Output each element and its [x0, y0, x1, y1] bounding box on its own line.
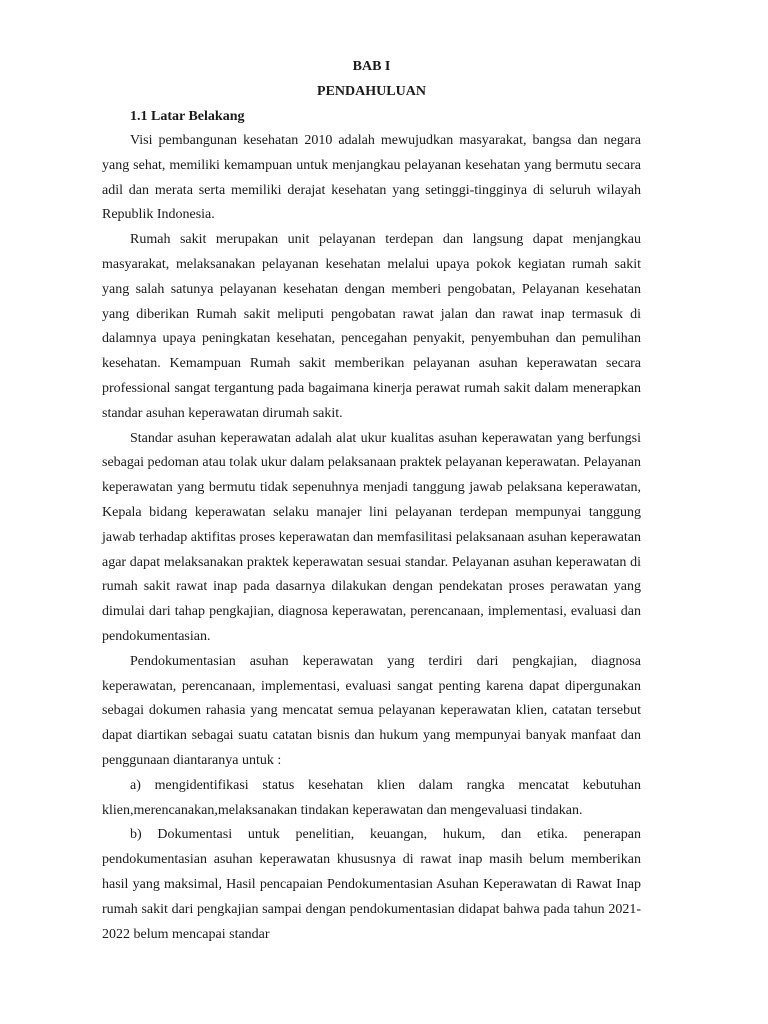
paragraph-vision: Visi pembangunan kesehatan 2010 adalah mewujudkan masyarakat, bangsa dan negara yang sehat, memiliki kemampuan untuk menjangkau pelayanan kesehatan yang bermutu secara adil dan merata serta memiliki derajat kesehatan yang setinggi-tingginya di seluruh wilayah Republik Indonesia. — [102, 133, 641, 223]
list-item-a: a) mengidentifikasi status kesehatan klien dalam rangka mencatat kebutuhan klien,merencanakan,melaksanakan tindakan keperawatan dan mengevaluasi tindakan. — [102, 777, 641, 818]
paragraph-hospital: Rumah sakit merupakan unit pelayanan terdepan dan langsung dapat menjangkau masyarakat, melaksanakan pelayanan kesehatan melalui upaya pokok kegiatan rumah sakit yang salah satunya pelayanan kesehatan dengan memberi pengobatan, Pelayanan kesehatan yang diberikan Rumah sakit meliputi pengobatan rawat jalan dan rawat inap termasuk di dalamnya upaya peningkatan kesehatan, pencegahan penyakit, penyembuhan dan pemulihan kesehatan. Kemampuan Rumah sakit memberikan pelayanan asuhan keperawatan secara professional sangat tergantung pada bagaimana kinerja perawat rumah sakit dalam menerapkan standar asuhan keperawatan dirumah sakit. — [102, 232, 641, 421]
document-body — [102, 54, 641, 947]
paragraph-standard: Standar asuhan keperawatan adalah alat ukur kualitas asuhan keperawatan yang berfungsi sebagai pedoman atau tolak ukur dalam pelaksanaan praktek pelayanan keperawatan. Pelayanan keperawatan yang bermutu tidak sepenuhnya menjadi tanggung jawab pelaksana keperawatan, Kepala bidang keperawatan selaku manajer lini pelayanan terdepan mempunyai tanggung jawab terhadap aktifitas proses keperawatan dan memfasilitasi pelaksanaan asuhan keperawatan agar dapat melaksanakan praktek keperawatan sesuai standar. Pelayanan asuhan keperawatan di rumah sakit rawat inap pada dasarnya dilakukan dengan pendekatan proses perawatan yang dimulai dari tahap pengkajian, diagnosa keperawatan, perencanaan, implementasi, evaluasi dan pendokumentasian. — [102, 430, 641, 644]
chapter-number: BAB I — [352, 59, 391, 74]
paragraph-documentation: Pendokumentasian asuhan keperawatan yang terdiri dari pengkajian, diagnosa keperawatan, perencanaan, implementasi, evaluasi sangat penting karena dapat dipergunakan sebagai dokumen rahasia yang mencatat semua pelayanan keperawatan klien, catatan tersebut dapat diartikan sebagai suatu catatan bisnis dan hukum yang mempunyai banyak manfaat dan penggunaan diantaranya untuk : — [102, 653, 641, 768]
list-item-b: b) Dokumentasi untuk penelitian, keuangan, hukum, dan etika. penerapan pendokumentasian asuhan keperawatan khususnya di rawat inap masih belum memberikan hasil yang maksimal, Hasil pencapaian Pendokumentasian Asuhan Keperawatan di Rawat Inap rumah sakit dari pengkajian sampai dengan pendokumentasian didapat bahwa pada tahun 2021-2022 belum mencapai standar — [102, 827, 641, 942]
chapter-title: PENDAHULUAN — [317, 84, 426, 99]
section-heading: 1.1 Latar Belakang — [130, 109, 245, 124]
